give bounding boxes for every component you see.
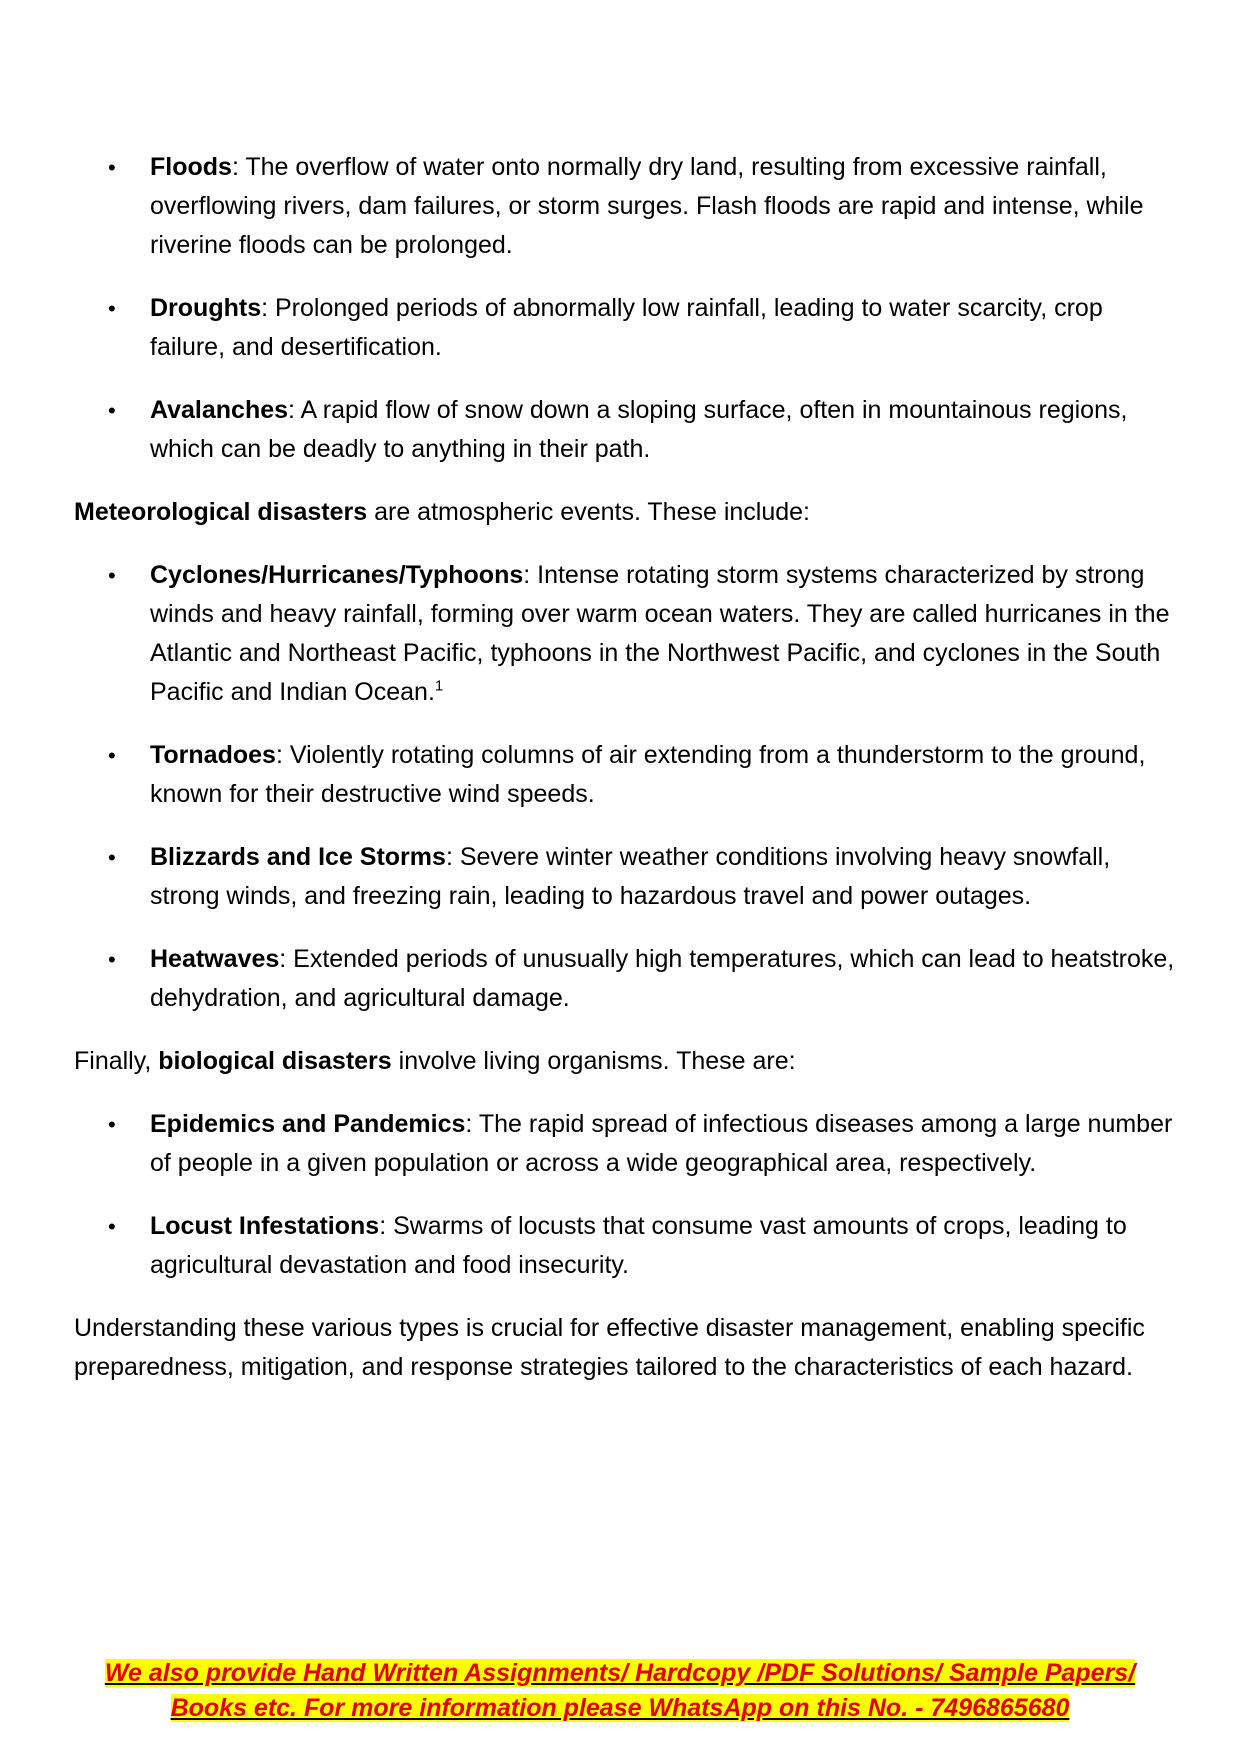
term: Blizzards and Ice Storms: [150, 843, 446, 871]
geological-list: [74, 148, 1184, 469]
definition: : A rapid flow of snow down a sloping surface, often in mountainous regions, which can be deadly to anything in their path.: [150, 396, 1128, 463]
bullet-icon: •: [108, 563, 116, 588]
biological-intro: [74, 1042, 1184, 1081]
footnote-marker[interactable]: 1: [434, 677, 444, 695]
definition: : Severe winter weather conditions involving heavy snowfall, strong winds, and freezing rain, leading to hazardous travel and power outages.: [150, 843, 1111, 910]
term: Floods: [150, 153, 232, 181]
term: Heatwaves: [150, 945, 280, 973]
list-item: [74, 736, 1184, 814]
list-item: [74, 1207, 1184, 1285]
intro-prefix: Finally,: [74, 1047, 159, 1075]
conclusion-paragraph: Understanding these various types is crucial for effective disaster management, enabling specific preparedness, mitigation, and response strategies tailored to the characteristics of each hazard.: [74, 1314, 1145, 1381]
promo-line-2: Books etc. For more information please WhatsApp on this No. - 7496865680: [170, 1694, 1070, 1722]
definition: : Prolonged periods of abnormally low rainfall, leading to water scarcity, crop failure, and desertification.: [150, 294, 1103, 361]
list-item: [74, 289, 1184, 367]
document-body: [74, 148, 1184, 1411]
definition: : The overflow of water onto normally dry land, resulting from excessive rainfall, overflowing rivers, dam failures, or storm surges. Flash floods are rapid and intense, while riverine floods can be prolonged.: [150, 153, 1144, 259]
list-item: [74, 391, 1184, 469]
promo-line-1: We also provide Hand Written Assignments/ Hardcopy /PDF Solutions/ Sample Papers/: [104, 1659, 1136, 1687]
promo-footer: [60, 1656, 1180, 1726]
list-item: [74, 556, 1184, 712]
list-item: [74, 148, 1184, 265]
term: Cyclones/Hurricanes/Typhoons: [150, 561, 524, 589]
definition: : Extended periods of unusually high temperatures, which can lead to heatstroke, dehydration, and agricultural damage.: [150, 945, 1175, 1012]
meteorological-heading: Meteorological disasters: [74, 498, 368, 526]
biological-heading: biological disasters: [158, 1047, 392, 1075]
list-item: [74, 940, 1184, 1018]
bullet-icon: •: [108, 1112, 116, 1137]
term: Droughts: [150, 294, 262, 322]
definition: : Swarms of locusts that consume vast amounts of crops, leading to agricultural devastation and food insecurity.: [150, 1212, 1127, 1279]
meteorological-list: [74, 556, 1184, 1018]
term: Locust Infestations: [150, 1212, 380, 1240]
intro-text: are atmospheric events. These include:: [367, 498, 810, 526]
bullet-icon: •: [108, 947, 116, 972]
list-item: [74, 1105, 1184, 1183]
term: Epidemics and Pandemics: [150, 1110, 466, 1138]
bullet-icon: •: [108, 296, 116, 321]
bullet-icon: •: [108, 155, 116, 180]
bullet-icon: •: [108, 1214, 116, 1239]
term: Tornadoes: [150, 741, 276, 769]
list-item: [74, 838, 1184, 916]
meteorological-intro: [74, 493, 1184, 532]
definition: : Intense rotating storm systems characterized by strong winds and heavy rainfall, forming over warm ocean waters. They are called hurricanes in the Atlantic and Northeast Pacific, typhoons in the Northwest Pacific, and cyclones in the South Pacific and Indian Ocean.: [150, 561, 1170, 706]
biological-list: [74, 1105, 1184, 1285]
definition: : The rapid spread of infectious diseases among a large number of people in a given population or across a wide geographical area, respectively.: [150, 1110, 1173, 1177]
bullet-icon: •: [108, 743, 116, 768]
term: Avalanches: [150, 396, 289, 424]
bullet-icon: •: [108, 398, 116, 423]
intro-text: involve living organisms. These are:: [391, 1047, 796, 1075]
definition: : Violently rotating columns of air extending from a thunderstorm to the ground, known for their destructive wind speeds.: [150, 741, 1146, 808]
bullet-icon: •: [108, 845, 116, 870]
